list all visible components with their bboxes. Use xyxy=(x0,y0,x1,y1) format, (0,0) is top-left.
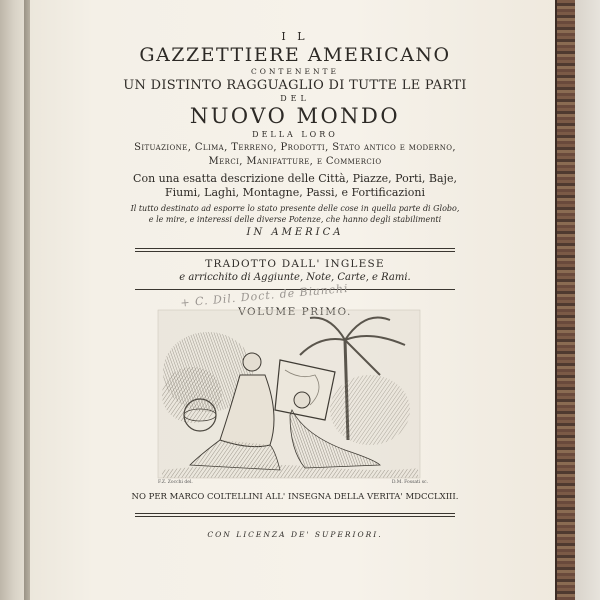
title-line-della-loro: DELLA LORO xyxy=(252,130,338,139)
title-line-ragguaglio: UN DISTINTO RAGGUAGLIO DI TUTTE LE PARTI xyxy=(123,78,467,93)
title-line-situazione: Situazione, Clima, Terreno, Prodotti, Stato antico e moderno, xyxy=(134,142,456,153)
handwritten-signature: + C. Dil. Doct. de Bianchi xyxy=(179,281,349,310)
title-line-descrizione: Con una esatta descrizione delle Città, Piazze, Porti, Baje, xyxy=(133,172,457,185)
volume-label: VOLUME PRIMO. xyxy=(238,306,352,318)
credit-engraver: D.M. Fossati sc. xyxy=(391,480,428,485)
title-article: I L xyxy=(281,30,309,43)
credit-designer: F.Z. Zocchi del. xyxy=(158,480,193,485)
additions-note: e arricchito di Aggiunte, Note, Carte, e Rami. xyxy=(179,272,411,283)
title-line-in-america: IN AMERICA xyxy=(246,227,344,238)
divider-rule-bottom-thin xyxy=(135,516,455,517)
title-line-fiumi: Fiumi, Laghi, Montagne, Passi, e Fortificazioni xyxy=(165,186,425,199)
title-page xyxy=(30,0,560,600)
vignette-illustration xyxy=(130,300,425,480)
marbled-binding-edge xyxy=(557,0,575,600)
engraved-vignette xyxy=(130,300,425,480)
divider-rule-top xyxy=(135,248,455,249)
divider-rule-bottom xyxy=(135,513,455,514)
title-line-merci: Merci, Manifatture, e Commercio xyxy=(208,156,382,167)
main-title: GAZZETTIERE AMERICANO xyxy=(139,44,451,66)
divider-rule-top-thin xyxy=(135,251,455,252)
imprint-line: NO PER MARCO COLTELLINI ALL' INSEGNA DELLA VERITA' MDCCLXIII. xyxy=(131,492,459,502)
background-surface xyxy=(575,0,600,600)
title-line-tutto-destinato: Il tutto destinato ad esporre lo stato presente delle cose in quella parte di Globo, xyxy=(130,204,460,213)
title-nuovo-mondo: NUOVO MONDO xyxy=(189,104,401,128)
license-line: CON LICENZA DE' SUPERIORI. xyxy=(207,530,383,539)
title-line-contenente: CONTENENTE xyxy=(250,67,339,76)
title-line-mire: e le mire, e interessi delle diverse Potenze, che hanno degli stabilimenti xyxy=(148,215,442,224)
translation-note: TRADOTTO DALL' INGLESE xyxy=(205,258,385,270)
title-line-del: DEL xyxy=(280,94,310,103)
